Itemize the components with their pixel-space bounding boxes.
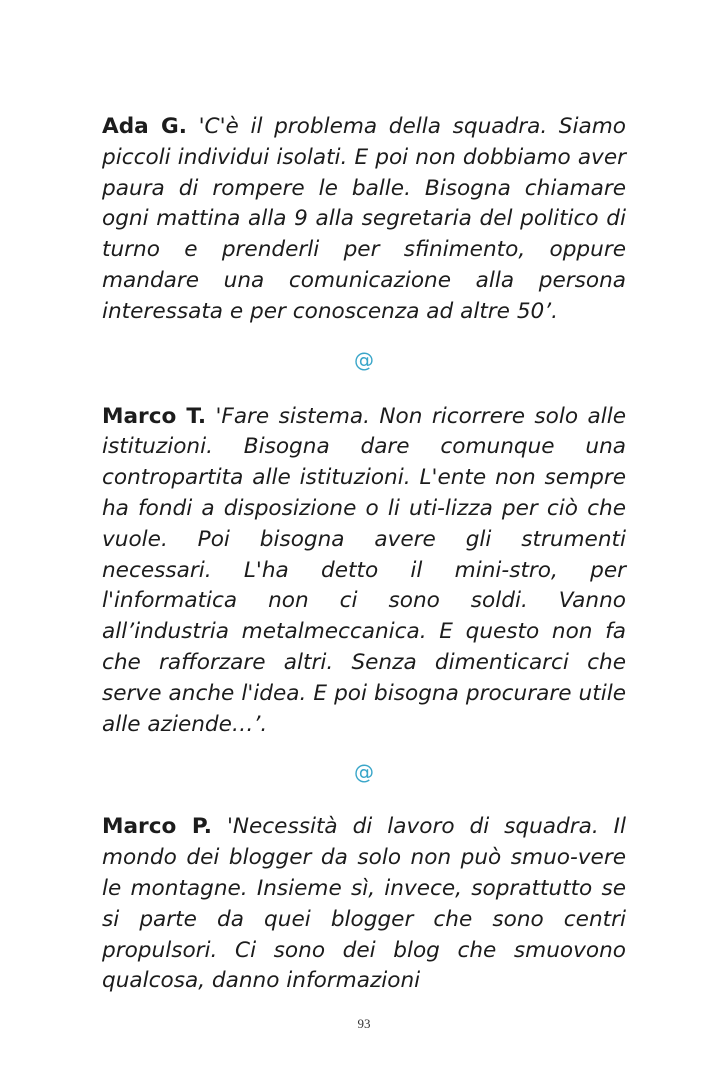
entry-ada-g: [102, 112, 626, 328]
at-separator: @: [354, 760, 374, 785]
at-separator: @: [354, 347, 374, 372]
entry-marco-t: [102, 402, 626, 741]
entry-author: Ada G.: [102, 114, 187, 139]
entry-author: Marco T.: [102, 403, 207, 429]
entry-marco-p: [102, 812, 626, 997]
entry-quote: 'Fare sistema. Non ricorrere solo alle istituzioni. Bisogna dare comunque una contropartita alle istituzioni. L'ente non sempre ha fondi a disposizione o li uti-lizza per ciò che vuole. Poi bisogna avere gli strumenti necessari. L'ha detto il mini-stro, per l'informatica non ci sono soldi. Vanno all’industria metalmeccanica. E questo non fa che rafforzare altri. Senza dimenticarci che serve anche l'idea. E poi bisogna procurare utile alle aziende…’.: [102, 403, 626, 737]
page-body: [102, 112, 626, 997]
entry-author: Marco P.: [102, 814, 212, 840]
entry-quote: 'Necessità di lavoro di squadra. Il mondo dei blogger da solo non può smuo-vere le montagne. Insieme sì, invece, soprattutto se si parte da quei blogger che sono centri propulsori. Ci sono dei blog che smuovono qualcosa, danno informazioni: [102, 814, 626, 994]
page-number: 93: [357, 1016, 371, 1031]
entry-quote: 'C'è il problema della squadra. Siamo piccoli individui isolati. E poi non dobbiamo aver paura di rompere le balle. Bisogna chiamare ogni mattina alla 9 alla segretaria del politico di turno e prenderli per sfinimento, oppure mandare una comunicazione alla persona interessata e per conoscenza ad altre 50’.: [102, 114, 626, 324]
